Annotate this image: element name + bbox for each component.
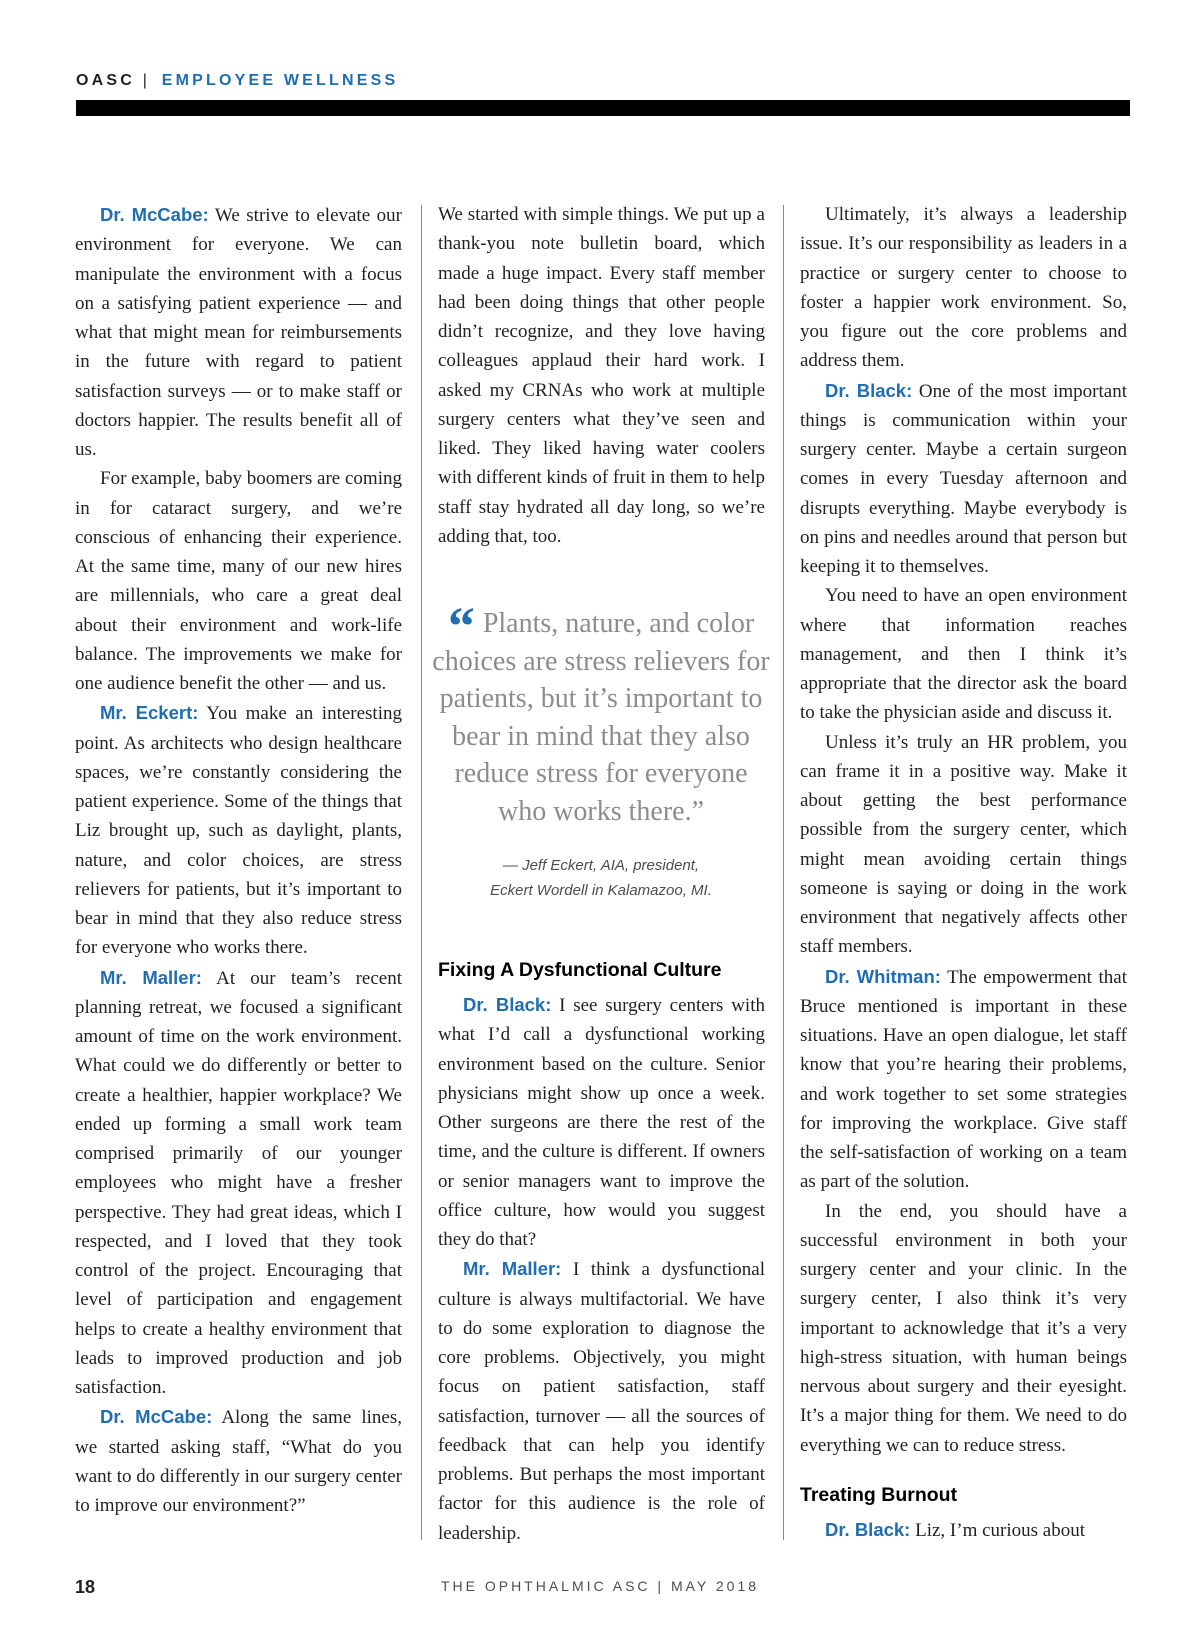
paragraph: [438, 1254, 765, 1548]
attribution-line-1: — Jeff Eckert, AIA, president,: [502, 857, 700, 874]
paragraph-text: You need to have an open environment where that information reaches management, and then I think it’s appropriate that the director ask the board to take the physician aside and discuss it.: [800, 585, 1127, 724]
paragraph-text: You make an interesting point. As architects who design healthcare spaces, we’re constantly considering the patient experience. Some of the things that Liz brought up, such as daylight, plants, nature, and color choices, are stress relievers for patients, but it’s important to bear in mind that they also reduce stress for everyone who works there.: [75, 703, 402, 959]
paragraph-text: We started with simple things. We put up a thank-you note bulletin board, which made a huge impact. Every staff member had been doing things that other people didn’t recognize, and they love having colleagues applaud their hard work. I asked my CRNAs who work at multiple surgery centers what they’ve seen and liked. They liked having water coolers with different kinds of fruit in them to help staff stay hydrated all day long, so we’re adding that, too.: [438, 204, 765, 547]
paragraph-text: Liz, I’m curious about: [910, 1520, 1086, 1541]
column-2-top: [438, 200, 765, 551]
quote-mark-icon: “: [447, 596, 475, 656]
pull-quote-attribution: [432, 853, 770, 903]
paragraph-text: We strive to elevate our environment for everyone. We can manipulate the environment with a focus on a satisfying patient experience — and what that might mean for reimbursements in the future with regard to patient satisfaction surveys — or to make staff or doctors happier. The results benefit all of us.: [75, 205, 403, 460]
column-2-bottom: [438, 990, 765, 1548]
paragraph: [75, 464, 402, 698]
speaker-name: Dr. McCabe:: [100, 204, 209, 225]
pull-quote: [432, 596, 770, 830]
speaker-name: Mr. Maller:: [100, 966, 202, 988]
paragraph: [438, 990, 765, 1254]
paragraph-text: I think a dysfunctional culture is always multifactorial. We have to do some exploration to diagnose the core problems. Objectively, you might focus on patient satisfaction, staff satisfaction, turnover — all the sources of feedback that can help you identify problems. But perhaps the most important factor for this audience is the role of leadership.: [438, 1259, 766, 1544]
paragraph-text: The empowerment that Bruce mentioned is important in these situations. Have an open dialogue, let staff know that you’re hearing their problems, and work together to set some strategies for improving the workplace. Give staff the self-satisfaction of working on a team as part of the solution.: [800, 966, 1127, 1193]
paragraph: [438, 200, 765, 551]
paragraph: [75, 1402, 402, 1520]
subhead-treating-burnout: Treating Burnout: [800, 1484, 958, 1506]
header-brand: OASC: [76, 72, 136, 89]
paragraph: [800, 1515, 1127, 1545]
speaker-name: Dr. Whitman:: [825, 965, 941, 987]
column-1: [75, 200, 402, 1520]
paragraph: [75, 200, 402, 464]
subhead-fixing-culture: Fixing A Dysfunctional Culture: [438, 959, 722, 981]
paragraph: [800, 376, 1127, 582]
paragraph-text: Ultimately, it’s always a leadership issue. It’s our responsibility as leaders in a practice or surgery center to choose to foster a happier work environment. So, you figure out the core problems and address them.: [800, 204, 1127, 372]
paragraph-text: For example, baby boomers are coming in for cataract surgery, and we’re conscious of enhancing their experience. At the same time, many of our new hires are millennials, who care a great deal about their environment and work-life balance. The improvements we make for one audience benefit the other — and us.: [75, 468, 402, 694]
paragraph-text: One of the most important things is communication within your surgery center. Maybe a certain surgeon comes in every Tuesday afternoon and disrupts everything. Maybe everybody is on pins and needles around that person but keeping it to themselves.: [800, 380, 1127, 577]
page-number: 18: [75, 1577, 96, 1597]
header-separator: |: [142, 72, 151, 89]
speaker-name: Dr. McCabe:: [100, 1406, 213, 1428]
column-divider-2: [783, 205, 784, 1540]
paragraph: [800, 200, 1127, 376]
speaker-name: Dr. Black:: [463, 994, 552, 1015]
paragraph-text: In the end, you should have a successful environment in both your surgery center and your clinic. In the surgery center, I also think it’s very important to acknowledge that it’s a very high-stress situation, with human beings nervous about surgery and their eyesight. It’s a major thing for them. We need to do everything we can to reduce stress.: [800, 1200, 1127, 1456]
attribution-line-2: Eckert Wordell in Kalamazoo, MI.: [490, 882, 712, 899]
paragraph: [75, 963, 402, 1403]
paragraph: [800, 728, 1127, 962]
paragraph: [75, 698, 402, 962]
paragraph: [800, 1197, 1127, 1460]
header-section: EMPLOYEE WELLNESS: [161, 72, 399, 89]
paragraph-text: At our team’s recent planning retreat, we focused a significant amount of time on the work environment. What could we do differently or better to create a healthier, happier workplace? We ended up forming a small work team comprised primarily of our younger employees who might have a fresher perspective. They had great ideas, which I respected, and I loved that they took control of the project. Encouraging that level of participation and engagement helps to create a healthy environment that leads to improved production and job satisfaction.: [75, 967, 403, 1398]
speaker-name: Dr. Black:: [825, 1519, 911, 1540]
column-3-bottom: [800, 1515, 1127, 1545]
speaker-name: Dr. Black:: [825, 379, 913, 401]
column-3-top: [800, 200, 1127, 1460]
paragraph: [800, 962, 1127, 1197]
footer-magazine: THE OPHTHALMIC ASC | MAY 2018: [440, 1578, 760, 1594]
speaker-name: Mr. Maller:: [463, 1258, 562, 1280]
paragraph: [800, 581, 1127, 727]
paragraph-text: Unless it’s truly an HR problem, you can frame it in a positive way. Make it about getting the best performance possible from the surgery center, which might mean avoiding certain things someone is saying or doing in the work environment that negatively affects other staff members.: [800, 731, 1127, 958]
paragraph-text: Along the same lines, we started asking staff, “What do you want to do differently in our surgery center to improve our environment?”: [75, 1407, 402, 1516]
paragraph-text: I see surgery centers with what I’d call a dysfunctional working environment based on the culture. Senior physicians might show up once a week. Other surgeons are there the rest of the time, and the culture is different. If owners or senior managers want to improve the office culture, how would you suggest they do that?: [438, 995, 765, 1250]
running-header: [76, 72, 398, 90]
column-divider-1: [421, 205, 422, 1540]
pull-quote-text: Plants, nature, and color choices are stress relievers for patients, but it’s important to bear in mind that they also reduce stress for everyone who works there.”: [432, 608, 770, 827]
speaker-name: Mr. Eckert:: [100, 702, 199, 724]
header-rule: [76, 100, 1130, 116]
